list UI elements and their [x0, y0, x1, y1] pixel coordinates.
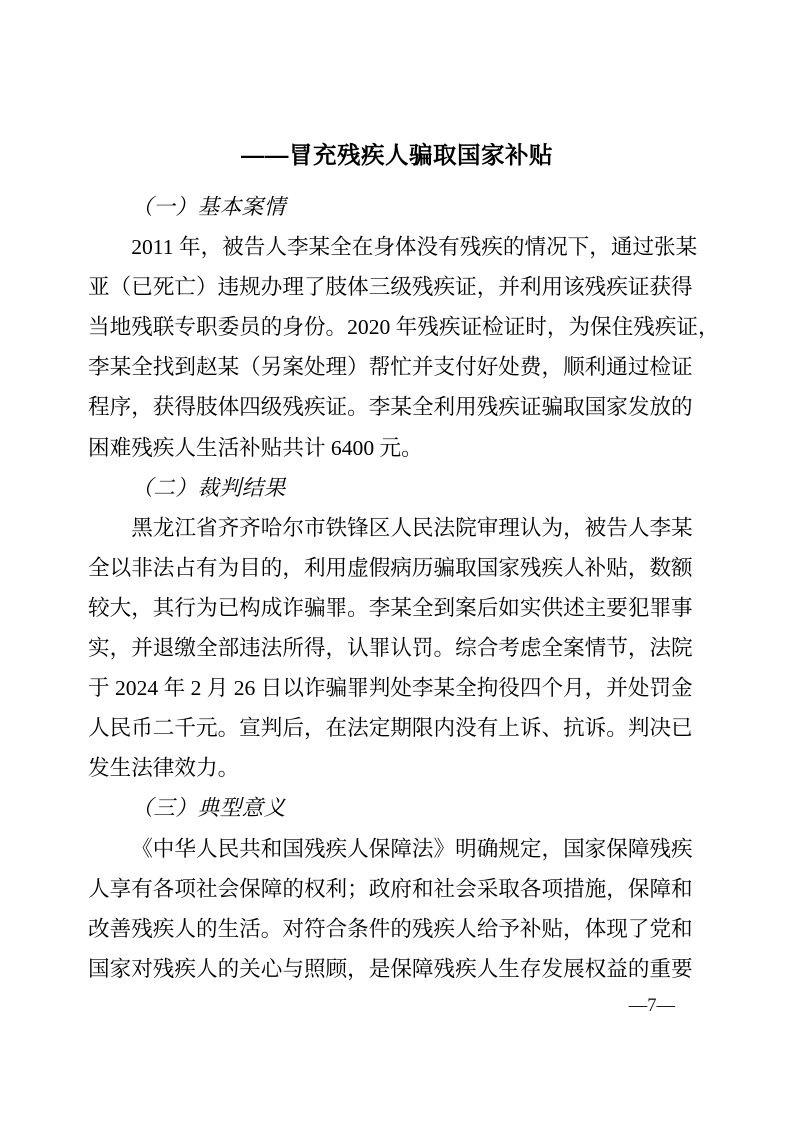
body-line: 《中华人民共和国残疾人保障法》明确规定，国家保障残疾 — [131, 836, 693, 861]
section-heading-basic-facts: （一）基本案情 — [131, 195, 286, 219]
document-title: ——冒充残疾人骗取国家补贴 — [241, 142, 553, 168]
section-heading-typical-significance: （三）典型意义 — [131, 796, 286, 821]
body-line: 较大，其行为已构成诈骗罪。李某全到案后如实供述主要犯罪事 — [88, 595, 693, 620]
body-line: 于 2024 年 2 月 26 日以诈骗罪判处李某全拘役四个月，并处罚金 — [88, 676, 693, 701]
body-line: 实，并退缴全部违法所得，认罪认罚。综合考虑全案情节，法院 — [88, 636, 693, 661]
body-line: 人享有各项社会保障的权利；政府和社会采取各项措施，保障和 — [88, 876, 693, 901]
body-line: 改善残疾人的生活。对符合条件的残疾人给予补贴，体现了党和 — [88, 916, 693, 941]
body-line: 程序，获得肢体四级残疾证。李某全利用残疾证骗取国家发放的 — [88, 395, 693, 420]
page-number: —7— — [628, 996, 675, 1016]
section-heading-judgment-result: （二）裁判结果 — [131, 475, 286, 500]
body-line: 人民币二千元。宣判后，在法定期限内没有上诉、抗诉。判决已 — [88, 716, 693, 741]
body-line: 全以非法占有为目的，利用虚假病历骗取国家残疾人补贴，数额 — [88, 555, 693, 580]
document-content — [88, 140, 720, 989]
body-line: 李某全找到赵某（另案处理）帮忙并支付好处费，顺利通过检证 — [88, 355, 693, 380]
body-line: 当地残联专职委员的身份。2020 年残疾证检证时，为保住残疾证， — [88, 315, 720, 340]
body-line: 亚（已死亡）违规办理了肢体三级残疾证，并利用该残疾证获得 — [88, 275, 693, 300]
body-line: 黑龙江省齐齐哈尔市铁锋区人民法院审理认为，被告人李某 — [131, 515, 693, 540]
body-line: 困难残疾人生活补贴共计 6400 元。 — [88, 435, 423, 460]
body-line: 国家对残疾人的关心与照顾，是保障残疾人生存发展权益的重要 — [88, 956, 693, 981]
body-line: 2011 年，被告人李某全在身体没有残疾的情况下，通过张某 — [131, 235, 698, 260]
body-line: 发生法律效力。 — [88, 756, 240, 781]
